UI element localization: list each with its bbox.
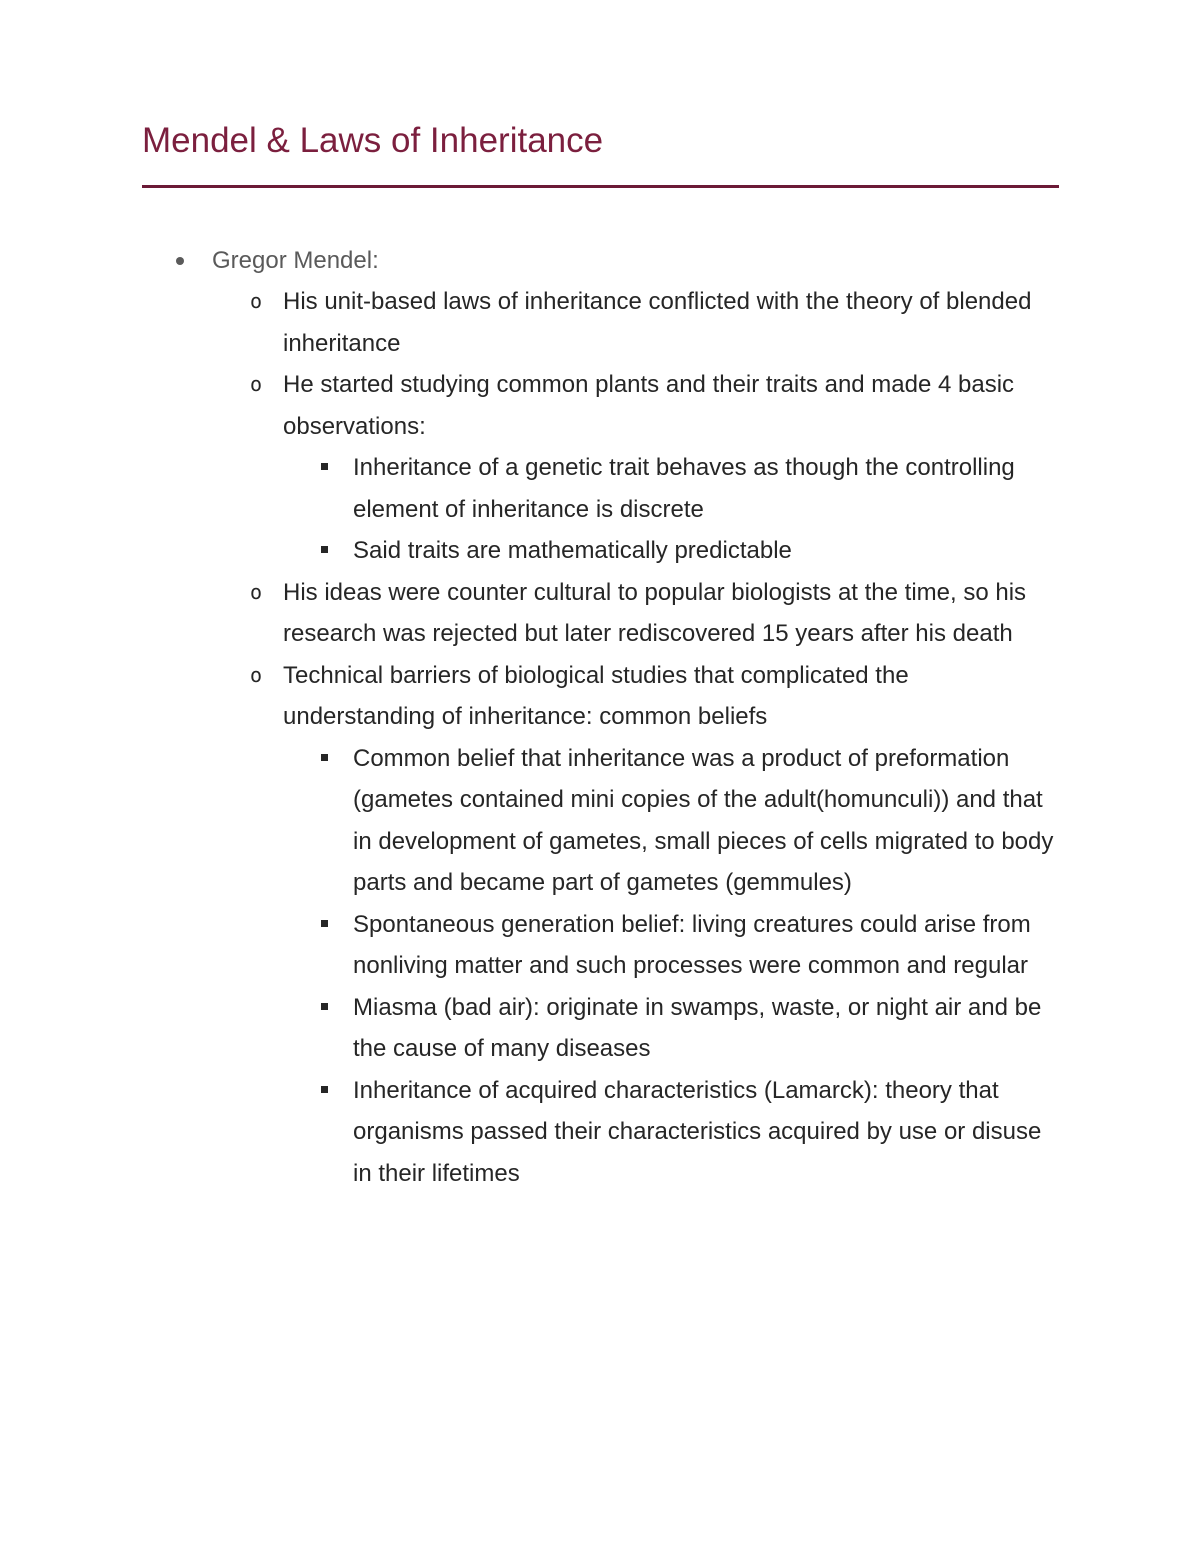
list-item-text: Miasma (bad air): originate in swamps, waste, or night air and be the cause of many diseases	[353, 993, 1042, 1062]
list-item	[0, 655, 1200, 1195]
list-item-text: Inheritance of a genetic trait behaves as though the controlling element of inheritance is discrete	[353, 454, 1015, 523]
circle-bullet-icon: o	[249, 289, 263, 313]
page-title: Mendel & Laws of Inheritance	[142, 121, 604, 160]
list-item-text: Spontaneous generation belief: living creatures could arise from nonliving matter and such processes were common and regular	[353, 910, 1031, 979]
list-item-text: Common belief that inheritance was a product of preformation (gametes contained mini copies of the adult(homunculi)) and that in development of gametes, small pieces of cells migrated to body parts and became part of gametes (gemmules)	[353, 744, 1054, 896]
sub-sub-list	[0, 447, 1200, 572]
circle-bullet-icon: o	[249, 579, 263, 604]
list-item	[0, 1070, 1200, 1195]
list-item	[0, 904, 1200, 987]
list-item-text: His ideas were counter cultural to popular biologists at the time, so his research was rejected but later rediscovered 15 years after his death	[283, 578, 1027, 647]
list-item-text: Inheritance of acquired characteristics (Lamarck): theory that organisms passed their characteristics acquired by use or disuse in their lifetimes	[353, 1076, 1042, 1187]
circle-bullet-icon: o	[249, 372, 263, 396]
document-body	[0, 240, 1200, 1194]
list-item	[0, 240, 1200, 1194]
sub-list	[0, 281, 1200, 1194]
list-item	[0, 530, 1200, 572]
list-item	[0, 572, 1200, 655]
sub-sub-list	[0, 738, 1200, 1195]
list-item	[0, 281, 1200, 364]
list-item-text: He started studying common plants and their traits and made 4 basic observations:	[283, 371, 1015, 440]
list-item	[0, 364, 1200, 572]
title-underline	[142, 185, 1059, 188]
list-item-text: Gregor Mendel:	[212, 247, 379, 274]
circle-bullet-icon: o	[249, 662, 263, 687]
list-item-text: Said traits are mathematically predictable	[353, 537, 792, 564]
list-item	[0, 987, 1200, 1070]
list-item	[0, 738, 1200, 904]
list-item-text: His unit-based laws of inheritance conflicted with the theory of blended inheritance	[283, 288, 1032, 357]
outline-list	[0, 240, 1200, 1194]
list-item-text: Technical barriers of biological studies that complicated the understanding of inheritance: common beliefs	[283, 661, 909, 730]
list-item	[0, 447, 1200, 530]
